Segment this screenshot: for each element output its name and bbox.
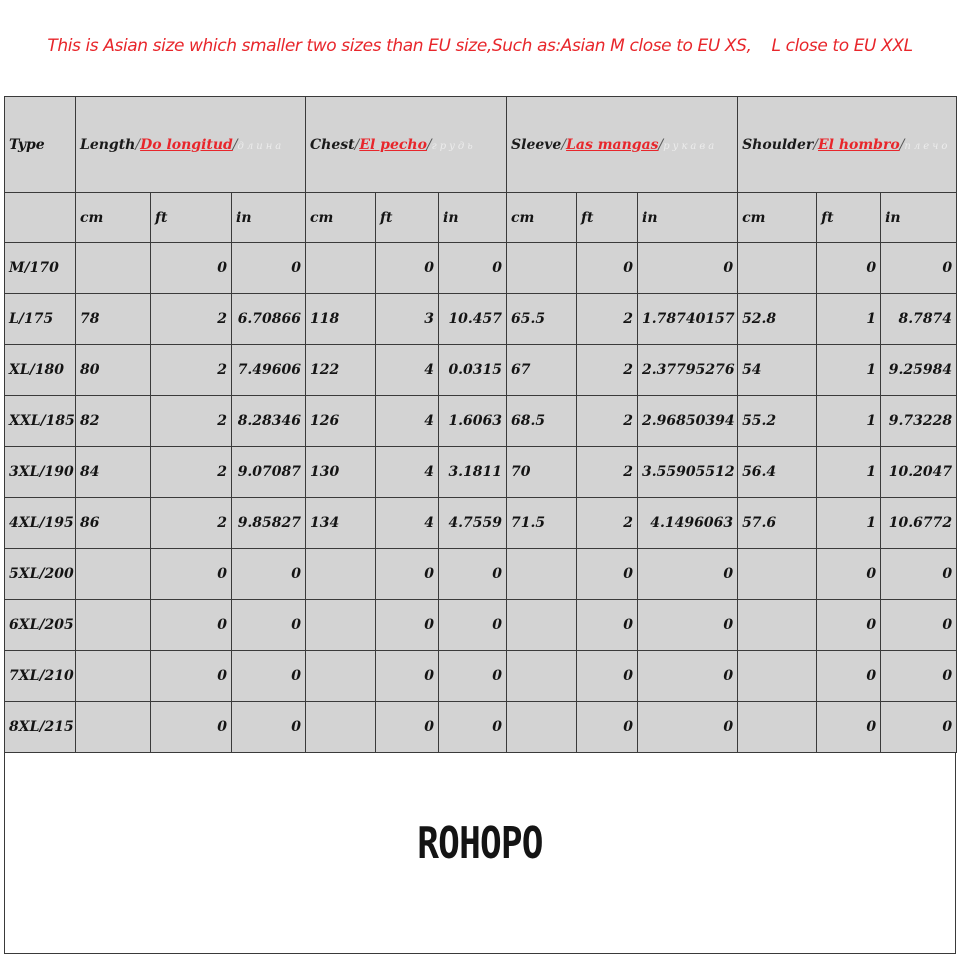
table-cell: 56.4 <box>738 447 817 498</box>
table-cell <box>738 549 817 600</box>
table-cell <box>507 243 577 294</box>
table-cell: 1.6063 <box>439 396 507 447</box>
table-cell: 10.6772 <box>881 498 957 549</box>
table-cell <box>507 549 577 600</box>
group-sleeve-ru: рукава <box>663 140 718 152</box>
table-cell: 1 <box>817 447 881 498</box>
group-shoulder-header: Shoulder/El hombro/плечо <box>738 97 957 193</box>
group-length-es: Do longitud <box>140 136 233 153</box>
table-cell <box>76 549 151 600</box>
table-cell <box>306 549 376 600</box>
size-label-cell: 5XL/200 <box>5 549 76 600</box>
table-cell: 0 <box>151 600 232 651</box>
table-cell: 71.5 <box>507 498 577 549</box>
group-chest-ru: грудь <box>431 140 476 152</box>
table-cell: 10.457 <box>439 294 507 345</box>
table-cell: 82 <box>76 396 151 447</box>
table-row <box>5 498 957 549</box>
group-length-en: Length <box>80 136 136 153</box>
table-cell: 0 <box>638 651 738 702</box>
table-cell: 0 <box>439 702 507 753</box>
table-cell: 0 <box>817 600 881 651</box>
table-cell: 0 <box>439 549 507 600</box>
group-shoulder-ru: плечо <box>904 140 951 152</box>
table-cell <box>76 702 151 753</box>
table-cell: 2.37795276 <box>638 345 738 396</box>
table-row <box>5 651 957 702</box>
group-sleeve-header: Sleeve/Las mangas/рукава <box>507 97 738 193</box>
table-cell: 80 <box>76 345 151 396</box>
group-shoulder-es: El hombro <box>817 136 900 153</box>
table-cell: 0 <box>439 243 507 294</box>
group-length-header: Length/Do longitud/длина <box>76 97 306 193</box>
table-cell: 0 <box>638 702 738 753</box>
size-label-cell: 4XL/195 <box>5 498 76 549</box>
table-cell: 2 <box>151 345 232 396</box>
table-cell: 1 <box>817 345 881 396</box>
table-cell: 0 <box>577 243 638 294</box>
table-cell: 0 <box>151 702 232 753</box>
table-cell: 0 <box>376 651 439 702</box>
table-cell: 0 <box>439 651 507 702</box>
table-cell: 0 <box>881 702 957 753</box>
table-cell: 4 <box>376 345 439 396</box>
unit-header-cell: in <box>232 193 306 243</box>
table-cell: 126 <box>306 396 376 447</box>
table-cell: 4.7559 <box>439 498 507 549</box>
table-cell: 0 <box>881 549 957 600</box>
table-cell <box>507 600 577 651</box>
table-row <box>5 294 957 345</box>
table-cell: 0 <box>376 702 439 753</box>
table-cell: 70 <box>507 447 577 498</box>
table-cell: 0 <box>376 243 439 294</box>
table-cell: 2 <box>151 498 232 549</box>
unit-header-cell: cm <box>738 193 817 243</box>
table-cell: 3.55905512 <box>638 447 738 498</box>
table-cell: 1 <box>817 396 881 447</box>
table-cell: 0 <box>638 600 738 651</box>
table-cell: 0 <box>232 243 306 294</box>
unit-header-cell: in <box>638 193 738 243</box>
table-cell: 7.49606 <box>232 345 306 396</box>
group-sleeve-es: Las mangas <box>566 136 659 153</box>
table-cell: 0 <box>151 549 232 600</box>
table-row <box>5 396 957 447</box>
table-row <box>5 447 957 498</box>
table-cell: 1.78740157 <box>638 294 738 345</box>
unit-header-cell: in <box>881 193 957 243</box>
table-cell: 10.2047 <box>881 447 957 498</box>
table-cell: 0.0315 <box>439 345 507 396</box>
table-cell: 130 <box>306 447 376 498</box>
table-cell: 6.70866 <box>232 294 306 345</box>
group-chest-header: Chest/El pecho/грудь <box>306 97 507 193</box>
table-cell: 0 <box>577 600 638 651</box>
table-cell: 0 <box>151 243 232 294</box>
brand-logo: ROHOPO <box>417 818 543 869</box>
group-sleeve-en: Sleeve <box>511 136 562 153</box>
table-cell: 78 <box>76 294 151 345</box>
table-cell: 0 <box>577 702 638 753</box>
table-cell: 0 <box>638 549 738 600</box>
size-label-cell: 8XL/215 <box>5 702 76 753</box>
unit-header-cell: ft <box>151 193 232 243</box>
table-cell: 1 <box>817 498 881 549</box>
table-cell <box>76 651 151 702</box>
table-cell: 118 <box>306 294 376 345</box>
table-cell: 84 <box>76 447 151 498</box>
table-cell: 68.5 <box>507 396 577 447</box>
table-row <box>5 600 957 651</box>
table-cell: 0 <box>232 651 306 702</box>
size-chart-table <box>4 96 957 753</box>
table-cell: 67 <box>507 345 577 396</box>
unit-header-cell: ft <box>577 193 638 243</box>
table-cell: 122 <box>306 345 376 396</box>
table-cell: 52.8 <box>738 294 817 345</box>
table-cell: 0 <box>817 702 881 753</box>
table-cell: 2 <box>151 294 232 345</box>
table-cell: 0 <box>881 243 957 294</box>
size-label-cell: 6XL/205 <box>5 600 76 651</box>
unit-header-row <box>5 193 957 243</box>
table-cell <box>738 651 817 702</box>
table-cell: 0 <box>577 651 638 702</box>
table-cell: 0 <box>817 549 881 600</box>
table-cell: 0 <box>881 600 957 651</box>
table-cell: 0 <box>232 600 306 651</box>
table-cell: 0 <box>817 651 881 702</box>
table-cell: 0 <box>232 702 306 753</box>
table-cell: 0 <box>638 243 738 294</box>
table-cell <box>306 600 376 651</box>
group-header-row <box>5 97 957 193</box>
table-cell: 0 <box>376 600 439 651</box>
table-cell <box>76 243 151 294</box>
table-cell: 54 <box>738 345 817 396</box>
unit-header-cell: cm <box>306 193 376 243</box>
table-cell: 9.25984 <box>881 345 957 396</box>
table-cell: 86 <box>76 498 151 549</box>
table-cell: 0 <box>577 549 638 600</box>
table-row <box>5 702 957 753</box>
table-cell <box>76 600 151 651</box>
group-shoulder-en: Shoulder <box>742 136 814 153</box>
table-cell <box>738 243 817 294</box>
table-cell: 4.1496063 <box>638 498 738 549</box>
table-cell: 2 <box>577 294 638 345</box>
unit-header-cell: cm <box>507 193 577 243</box>
table-cell: 8.28346 <box>232 396 306 447</box>
unit-header-cell: ft <box>376 193 439 243</box>
type-header: Type <box>5 97 76 193</box>
table-cell: 0 <box>151 651 232 702</box>
table-cell: 4 <box>376 447 439 498</box>
table-cell <box>507 651 577 702</box>
size-label-cell: L/175 <box>5 294 76 345</box>
table-cell: 0 <box>232 549 306 600</box>
table-cell <box>306 651 376 702</box>
table-cell: 55.2 <box>738 396 817 447</box>
table-cell: 57.6 <box>738 498 817 549</box>
table-cell: 0 <box>881 651 957 702</box>
unit-header-cell: cm <box>76 193 151 243</box>
table-cell <box>507 702 577 753</box>
table-cell: 9.85827 <box>232 498 306 549</box>
table-cell: 2 <box>151 396 232 447</box>
table-cell: 0 <box>376 549 439 600</box>
size-label-cell: 7XL/210 <box>5 651 76 702</box>
table-cell: 65.5 <box>507 294 577 345</box>
size-label-cell: XL/180 <box>5 345 76 396</box>
table-cell: 2 <box>577 396 638 447</box>
table-row <box>5 345 957 396</box>
unit-header-blank <box>5 193 76 243</box>
size-label-cell: 3XL/190 <box>5 447 76 498</box>
table-cell: 3.1811 <box>439 447 507 498</box>
table-cell: 9.07087 <box>232 447 306 498</box>
unit-header-cell: ft <box>817 193 881 243</box>
unit-header-cell: in <box>439 193 507 243</box>
table-cell: 2.96850394 <box>638 396 738 447</box>
table-cell: 2 <box>577 498 638 549</box>
table-cell: 2 <box>577 345 638 396</box>
table-cell <box>306 243 376 294</box>
table-cell: 3 <box>376 294 439 345</box>
table-cell: 8.7874 <box>881 294 957 345</box>
table-cell: 2 <box>151 447 232 498</box>
table-cell: 0 <box>439 600 507 651</box>
table-cell <box>738 600 817 651</box>
table-row <box>5 549 957 600</box>
table-cell: 134 <box>306 498 376 549</box>
table-row <box>5 243 957 294</box>
size-notice: This is Asian size which smaller two sizes than EU size,Such as:Asian M close to EU XS, L close to EU XXL <box>47 36 913 56</box>
group-chest-es: El pecho <box>359 136 427 153</box>
table-cell: 1 <box>817 294 881 345</box>
table-cell: 4 <box>376 498 439 549</box>
table-cell: 4 <box>376 396 439 447</box>
group-length-ru: длина <box>237 140 285 152</box>
table-cell: 2 <box>577 447 638 498</box>
table-cell: 0 <box>817 243 881 294</box>
table-cell <box>306 702 376 753</box>
size-label-cell: M/170 <box>5 243 76 294</box>
table-cell: 9.73228 <box>881 396 957 447</box>
table-cell <box>738 702 817 753</box>
group-chest-en: Chest <box>310 136 355 153</box>
size-label-cell: XXL/185 <box>5 396 76 447</box>
